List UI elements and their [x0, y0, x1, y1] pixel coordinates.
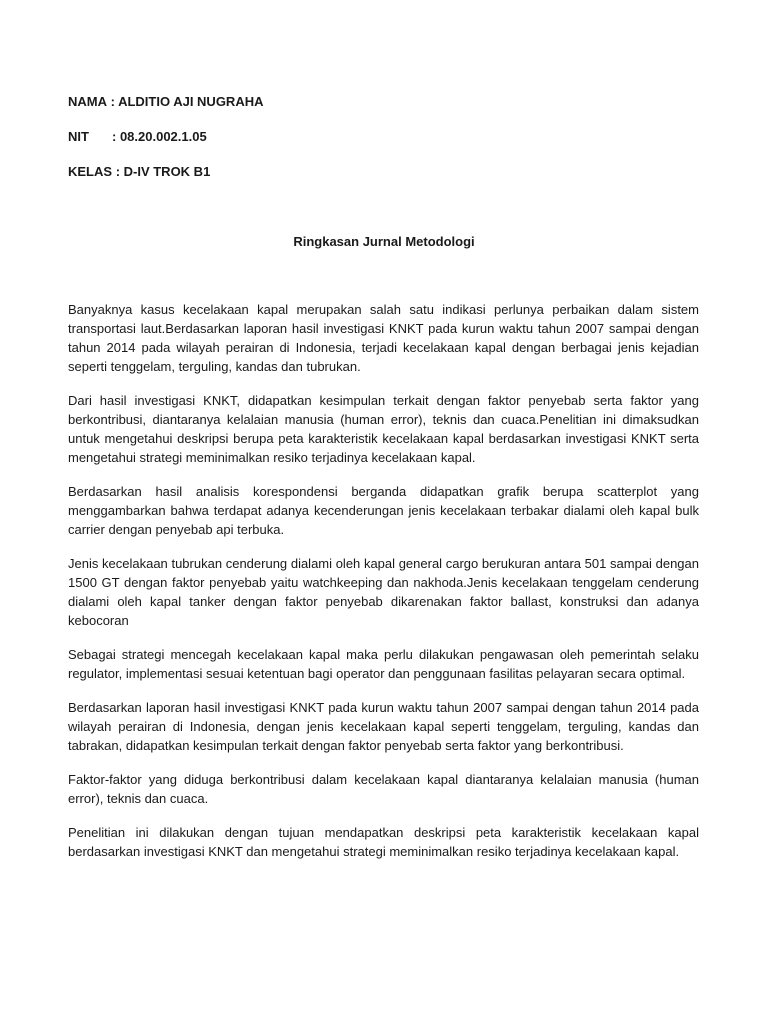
paragraph: Sebagai strategi mencegah kecelakaan kapal maka perlu dilakukan pengawasan oleh pemerintah selaku regulator, implementasi sesuai ketentuan bagi operator dan penggunaan fasilitas pelayaran secara optimal. — [68, 647, 699, 681]
nit-row — [68, 127, 708, 147]
nit-value: : 08.20.002.1.05 — [112, 129, 207, 144]
paragraph: Berdasarkan laporan hasil investigasi KNKT pada kurun waktu tahun 2007 sampai dengan tahun 2014 pada wilayah perairan di Indonesia, dengan jenis kecelakaan kapal seperti tenggelam, terguling, kandas dan tabrakan, didapatkan kesimpulan terkait dengan faktor penyebab serta faktor yang berkontribusi. — [68, 700, 699, 753]
paragraph: Banyaknya kasus kecelakaan kapal merupakan salah satu indikasi perlunya perbaikan dalam sistem transportasi laut.Berdasarkan laporan hasil investigasi KNKT pada kurun waktu tahun 2007 sampai dengan tahun 2014 pada wilayah perairan di Indonesia, terjadi kecelakaan kapal dengan berbagai jenis kejadian seperti tenggelam, terguling, kandas dan tubrukan. — [68, 302, 699, 374]
summary-body — [68, 300, 699, 876]
paragraph: Berdasarkan hasil analisis korespondensi berganda didapatkan grafik berupa scatterplot yang menggambarkan bahwa terdapat adanya kecenderungan jenis kecelakaan terbakar dialami oleh kapal bulk carrier dengan penyebab api terbuka. — [68, 484, 699, 537]
name-label: NAMA — [68, 94, 107, 109]
paragraph: Dari hasil investigasi KNKT, didapatkan kesimpulan terkait dengan faktor penyebab serta faktor yang berkontribusi, diantaranya kelalaian manusia (human error), teknis dan cuaca.Penelitian ini dimaksudkan untuk mengetahui deskripsi berupa peta karakteristik kecelakaan kapal berdasarkan investigasi KNKT serta mengetahui strategi meminimalkan resiko terjadinya kecelakaan kapal. — [68, 393, 699, 465]
student-info — [68, 92, 708, 197]
paragraph: Jenis kecelakaan tubrukan cenderung dialami oleh kapal general cargo berukuran antara 501 sampai dengan 1500 GT dengan faktor penyebab yaitu watchkeeping dan nakhoda.Jenis kecelakaan tenggelam cenderung dialami oleh kapal tanker dengan faktor penyebab dikarenakan faktor ballast, konstruksi dan adanya kebocoran — [68, 556, 699, 628]
class-value: : D-IV TROK B1 — [115, 164, 211, 179]
name-row — [68, 92, 708, 112]
name-value: : ALDITIO AJI NUGRAHA — [110, 94, 264, 109]
paragraph: Faktor-faktor yang diduga berkontribusi dalam kecelakaan kapal diantaranya kelalaian manusia (human error), teknis dan cuaca. — [68, 772, 699, 806]
class-row — [68, 162, 708, 182]
document-title: Ringkasan Jurnal Metodologi — [293, 234, 475, 249]
nit-label: NIT — [68, 129, 89, 144]
paragraph: Penelitian ini dilakukan dengan tujuan mendapatkan deskripsi peta karakteristik kecelakaan kapal berdasarkan investigasi KNKT dan mengetahui strategi meminimalkan resiko terjadinya kecelakaan kapal. — [68, 825, 699, 859]
class-label: KELAS — [68, 164, 113, 179]
